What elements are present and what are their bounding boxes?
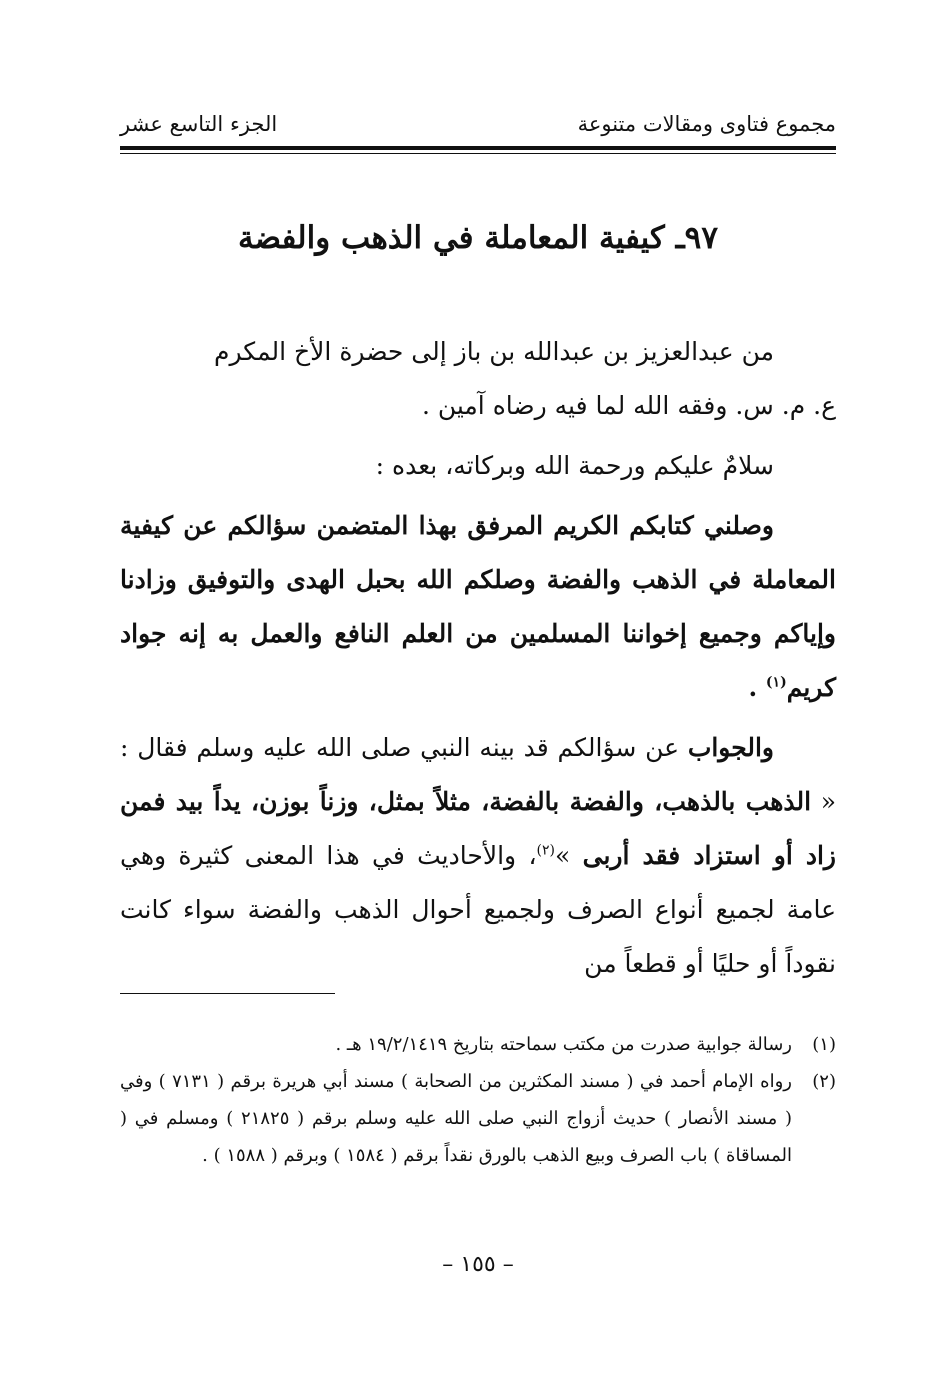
footnote-ref-1: (١) (765, 674, 787, 691)
footnote-text: رسالة جوابية صدرت من مكتب سماحته بتاريخ ١٩/٢/١٤١٩ هـ . (335, 1034, 792, 1055)
recipient-line: ع. م. س. وفقه الله لما فيه رضاه آمين . (421, 391, 836, 420)
volume-label: الجزء التاسع عشر (120, 112, 278, 136)
hadith-text: الذهب بالذهب، والفضة بالفضة، مثلاً بمثل، وزناً بوزن، يداً بيد فمن زاد أو استزاد فقد أربى (120, 787, 837, 870)
answer-intro: عن سؤالكم قد بينه النبي صلى الله عليه وسلم فقال : « (120, 733, 836, 816)
greeting-line: سلامٌ عليكم ورحمة الله وبركاته، بعده : (375, 451, 774, 480)
footnote-number: (١) (812, 1034, 836, 1055)
footnote-item (120, 1026, 836, 1063)
question-paragraph (120, 499, 836, 715)
page-number: – ١٥٥ – (442, 1252, 514, 1277)
answer-paragraph (120, 721, 836, 991)
sender-line: من عبدالعزيز بن عبدالله بن باز إلى حضرة الأخ المكرم (213, 337, 774, 366)
running-header (120, 112, 836, 146)
footnote-ref-2: (٢) (536, 842, 555, 859)
question-text: وصلني كتابكم الكريم المرفق بهذا المتضمن سؤالكم عن كيفية المعاملة في الذهب والفضة وصلكم الله بحبل الهدى والتوفيق وزادنا وإياكم وجميع إخواننا المسلمين من العلم النافع والعمل به إنه جواد كريم (120, 511, 836, 702)
question-end: . (748, 673, 766, 702)
book-title: مجموع فتاوى ومقالات متنوعة (577, 112, 836, 136)
hadith-close: » (555, 841, 583, 870)
header-rule-thin (120, 153, 836, 154)
footnote-item (120, 1063, 836, 1174)
letter-body (120, 325, 836, 991)
footnotes (120, 1026, 836, 1174)
answer-rest: ، والأحاديث في هذا المعنى كثيرة وهي عامة لجميع أنواع الصرف ولجميع أحوال الذهب والفضة سواء كانت نقوداً أو حليًا أو قطعاً من (120, 841, 836, 978)
footnote-text: رواه الإمام أحمد في ( مسند المكثرين من الصحابة ) مسند أبي هريرة برقم ( ٧١٣١ ) وفي ( مسند الأنصار ) حديث أزواج النبي صلى الله عليه وسلم برقم ( ٢١٨٢٥ ) ومسلم في ( المساقاة ) باب الصرف وبيع الذهب بالورق نقداً برقم ( ١٥٨٤ ) وبرقم ( ١٥٨٨ ) . (120, 1071, 792, 1166)
footnote-number: (٢) (812, 1071, 836, 1092)
header-rule-thick (120, 146, 836, 150)
chapter-title: ٩٧ـ كيفية المعاملة في الذهب والفضة (238, 220, 718, 256)
footnote-separator (120, 993, 335, 994)
answer-lead: والجواب (687, 733, 774, 762)
